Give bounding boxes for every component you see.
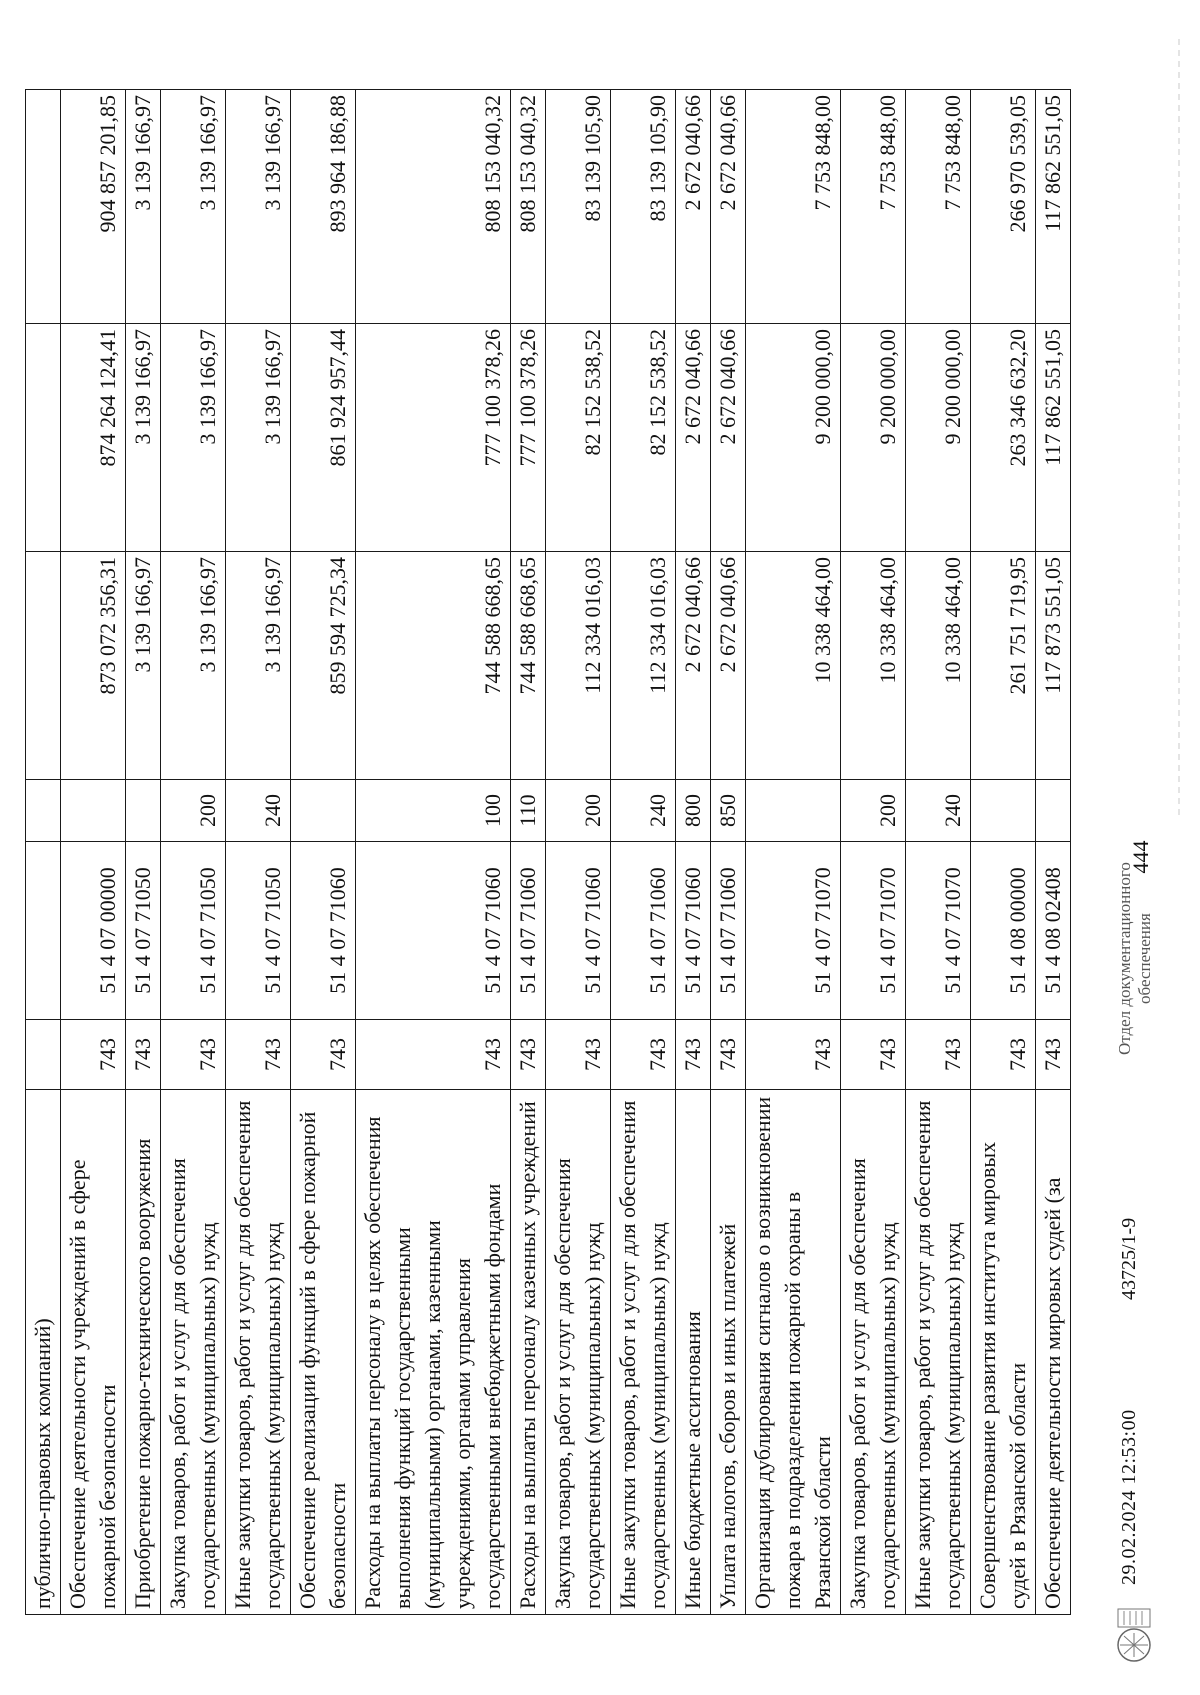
row-target-article-cell: 51 4 07 71060 [291, 842, 356, 1020]
row-target-article-cell: 51 4 07 71070 [746, 842, 841, 1020]
table-row [711, 90, 746, 1615]
row-amount-year2-cell: 777 100 378,26 [511, 324, 546, 552]
row-target-article-cell: 51 4 07 00000 [61, 842, 126, 1020]
table-row [971, 90, 1036, 1615]
row-amount-year3-cell: 83 139 105,90 [611, 90, 676, 324]
row-amount-year1-cell: 112 334 016,03 [611, 552, 676, 780]
row-target-article-cell: 51 4 07 71070 [906, 842, 971, 1020]
row-amount-year2-cell: 3 139 166,97 [226, 324, 291, 552]
row-amount-year2-cell: 3 139 166,97 [161, 324, 226, 552]
row-amount-year3-cell: 904 857 201,85 [61, 90, 126, 324]
row-expense-type-cell [291, 780, 356, 842]
row-expense-type-cell [126, 780, 161, 842]
row-amount-year3-cell: 7 753 848,00 [906, 90, 971, 324]
row-expense-type-cell: 240 [226, 780, 291, 842]
row-expense-type-cell [61, 780, 126, 842]
row-amount-year1-cell: 3 139 166,97 [226, 552, 291, 780]
row-name-cell: Обеспечение реализации функций в сфере пожарной безопасности [291, 1090, 356, 1615]
row-amount-year3-cell [26, 90, 61, 324]
row-gov-code-cell: 743 [356, 1020, 511, 1090]
row-expense-type-cell [971, 780, 1036, 842]
row-amount-year3-cell: 3 139 166,97 [126, 90, 161, 324]
table-row [1036, 90, 1071, 1615]
footer-date: 29.02.2024 12:53:00 [1118, 1409, 1140, 1585]
stamp-line-2: обеспечения [1135, 913, 1154, 1004]
row-name-cell: Закупка товаров, работ и услуг для обеспечения государственных (муниципальных) нужд [546, 1090, 611, 1615]
row-expense-type-cell: 100 [356, 780, 511, 842]
row-name-cell: Закупка товаров, работ и услуг для обеспечения государственных (муниципальных) нужд [841, 1090, 906, 1615]
row-amount-year2-cell: 9 200 000,00 [841, 324, 906, 552]
row-amount-year3-cell: 117 862 551,05 [1036, 90, 1071, 324]
row-name-cell: Уплата налогов, сборов и иных платежей [711, 1090, 746, 1615]
row-target-article-cell: 51 4 07 71060 [511, 842, 546, 1020]
stamp-line-1: Отдел документационного [1115, 862, 1134, 1055]
row-expense-type-cell: 240 [611, 780, 676, 842]
row-amount-year1-cell [26, 552, 61, 780]
row-gov-code-cell: 743 [746, 1020, 841, 1090]
table-row [841, 90, 906, 1615]
row-name-cell: Расходы на выплаты персоналу казенных учреждений [511, 1090, 546, 1615]
table-row [26, 90, 61, 1615]
row-expense-type-cell: 240 [906, 780, 971, 842]
footer-document-number: 43725/1-9 [1118, 1217, 1140, 1300]
row-expense-type-cell: 800 [676, 780, 711, 842]
table-row [746, 90, 841, 1615]
row-gov-code-cell: 743 [971, 1020, 1036, 1090]
row-gov-code-cell: 743 [611, 1020, 676, 1090]
row-amount-year2-cell: 861 924 957,44 [291, 324, 356, 552]
row-gov-code-cell: 743 [906, 1020, 971, 1090]
row-target-article-cell: 51 4 07 71050 [226, 842, 291, 1020]
row-amount-year1-cell: 2 672 040,66 [676, 552, 711, 780]
row-gov-code-cell: 743 [291, 1020, 356, 1090]
row-amount-year3-cell: 7 753 848,00 [746, 90, 841, 324]
row-amount-year3-cell: 808 153 040,32 [511, 90, 546, 324]
page-number: 444 [1128, 840, 1153, 874]
row-name-cell: Иные закупки товаров, работ и услуг для обеспечения государственных (муниципальных) нужд [226, 1090, 291, 1615]
row-amount-year1-cell: 10 338 464,00 [906, 552, 971, 780]
table-row [356, 90, 511, 1615]
row-expense-type-cell [746, 780, 841, 842]
row-gov-code-cell: 743 [61, 1020, 126, 1090]
row-name-cell: Обеспечение деятельности мировых судей (за [1036, 1090, 1071, 1615]
table-row [676, 90, 711, 1615]
row-amount-year3-cell: 2 672 040,66 [676, 90, 711, 324]
row-expense-type-cell: 850 [711, 780, 746, 842]
row-target-article-cell: 51 4 07 71060 [546, 842, 611, 1020]
row-expense-type-cell: 200 [546, 780, 611, 842]
table-row [161, 90, 226, 1615]
row-amount-year3-cell: 7 753 848,00 [841, 90, 906, 324]
row-amount-year2-cell: 2 672 040,66 [711, 324, 746, 552]
row-target-article-cell: 51 4 07 71060 [611, 842, 676, 1020]
table-row [226, 90, 291, 1615]
budget-table-body [26, 90, 1071, 1615]
row-name-cell: Иные закупки товаров, работ и услуг для обеспечения государственных (муниципальных) нужд [906, 1090, 971, 1615]
row-gov-code-cell: 743 [546, 1020, 611, 1090]
table-row [61, 90, 126, 1615]
row-amount-year2-cell: 82 152 538,52 [546, 324, 611, 552]
row-gov-code-cell: 743 [841, 1020, 906, 1090]
row-name-cell: Приобретение пожарно-технического вооружения [126, 1090, 161, 1615]
row-expense-type-cell: 200 [161, 780, 226, 842]
row-expense-type-cell: 200 [841, 780, 906, 842]
row-target-article-cell: 51 4 08 00000 [971, 842, 1036, 1020]
row-gov-code-cell: 743 [1036, 1020, 1071, 1090]
row-amount-year2-cell: 9 200 000,00 [906, 324, 971, 552]
row-name-cell: Иные закупки товаров, работ и услуг для обеспечения государственных (муниципальных) нужд [611, 1090, 676, 1615]
row-target-article-cell: 51 4 08 02408 [1036, 842, 1071, 1020]
row-amount-year2-cell: 9 200 000,00 [746, 324, 841, 552]
row-amount-year2-cell: 777 100 378,26 [356, 324, 511, 552]
row-amount-year2-cell [26, 324, 61, 552]
row-amount-year1-cell: 873 072 356,31 [61, 552, 126, 780]
row-amount-year1-cell: 3 139 166,97 [161, 552, 226, 780]
row-name-cell: Обеспечение деятельности учреждений в сфере пожарной безопасности [61, 1090, 126, 1615]
row-name-cell: Иные бюджетные ассигнования [676, 1090, 711, 1615]
row-name-cell: Закупка товаров, работ и услуг для обеспечения государственных (муниципальных) нужд [161, 1090, 226, 1615]
table-row [126, 90, 161, 1615]
row-amount-year1-cell: 3 139 166,97 [126, 552, 161, 780]
row-amount-year2-cell: 2 672 040,66 [676, 324, 711, 552]
row-target-article-cell: 51 4 07 71060 [676, 842, 711, 1020]
row-expense-type-cell [1036, 780, 1071, 842]
row-gov-code-cell: 743 [226, 1020, 291, 1090]
row-amount-year1-cell: 112 334 016,03 [546, 552, 611, 780]
row-amount-year1-cell: 261 751 719,95 [971, 552, 1036, 780]
row-gov-code-cell: 743 [161, 1020, 226, 1090]
row-amount-year1-cell: 10 338 464,00 [841, 552, 906, 780]
table-row [906, 90, 971, 1615]
table-row [291, 90, 356, 1615]
row-amount-year2-cell: 82 152 538,52 [611, 324, 676, 552]
budget-table [25, 89, 1071, 1615]
row-amount-year2-cell: 117 862 551,05 [1036, 324, 1071, 552]
row-gov-code-cell: 743 [511, 1020, 546, 1090]
row-amount-year2-cell: 874 264 124,41 [61, 324, 126, 552]
row-target-article-cell: 51 4 07 71060 [356, 842, 511, 1020]
row-gov-code-cell: 743 [676, 1020, 711, 1090]
row-amount-year1-cell: 744 588 668,65 [511, 552, 546, 780]
row-amount-year3-cell: 893 964 186,88 [291, 90, 356, 324]
row-gov-code-cell: 743 [711, 1020, 746, 1090]
row-target-article-cell: 51 4 07 71060 [711, 842, 746, 1020]
row-amount-year2-cell: 3 139 166,97 [126, 324, 161, 552]
row-expense-type-cell [26, 780, 61, 842]
coat-of-arms-icon [1108, 1605, 1160, 1675]
row-amount-year1-cell: 859 594 725,34 [291, 552, 356, 780]
row-target-article-cell: 51 4 07 71050 [126, 842, 161, 1020]
row-amount-year3-cell: 808 153 040,32 [356, 90, 511, 324]
department-stamp [1115, 862, 1155, 1055]
row-gov-code-cell: 743 [126, 1020, 161, 1090]
row-amount-year2-cell: 263 346 632,20 [971, 324, 1036, 552]
row-name-cell: публично-правовых компаний) [26, 1090, 61, 1615]
row-amount-year3-cell: 2 672 040,66 [711, 90, 746, 324]
row-amount-year1-cell: 744 588 668,65 [356, 552, 511, 780]
row-amount-year3-cell: 83 139 105,90 [546, 90, 611, 324]
row-gov-code-cell [26, 1020, 61, 1090]
row-target-article-cell: 51 4 07 71050 [161, 842, 226, 1020]
row-amount-year3-cell: 266 970 539,05 [971, 90, 1036, 324]
row-name-cell: Совершенствование развития института мировых судей в Рязанской области [971, 1090, 1036, 1615]
table-row [611, 90, 676, 1615]
row-target-article-cell [26, 842, 61, 1020]
row-amount-year1-cell: 10 338 464,00 [746, 552, 841, 780]
row-expense-type-cell: 110 [511, 780, 546, 842]
row-amount-year1-cell: 2 672 040,66 [711, 552, 746, 780]
table-row [546, 90, 611, 1615]
row-amount-year1-cell: 117 873 551,05 [1036, 552, 1071, 780]
row-name-cell: Расходы на выплаты персоналу в целях обеспечения выполнения функций государственными (муниципальными) органами, казенными учреждениями, органами управления государственными внебюджетными фондами [356, 1090, 511, 1615]
table-row [511, 90, 546, 1615]
row-amount-year3-cell: 3 139 166,97 [161, 90, 226, 324]
scan-edge-marks [1175, 35, 1183, 815]
row-amount-year3-cell: 3 139 166,97 [226, 90, 291, 324]
row-name-cell: Организация дублирования сигналов о возникновении пожара в подразделении пожарной охраны в Рязанской области [746, 1090, 841, 1615]
row-target-article-cell: 51 4 07 71070 [841, 842, 906, 1020]
